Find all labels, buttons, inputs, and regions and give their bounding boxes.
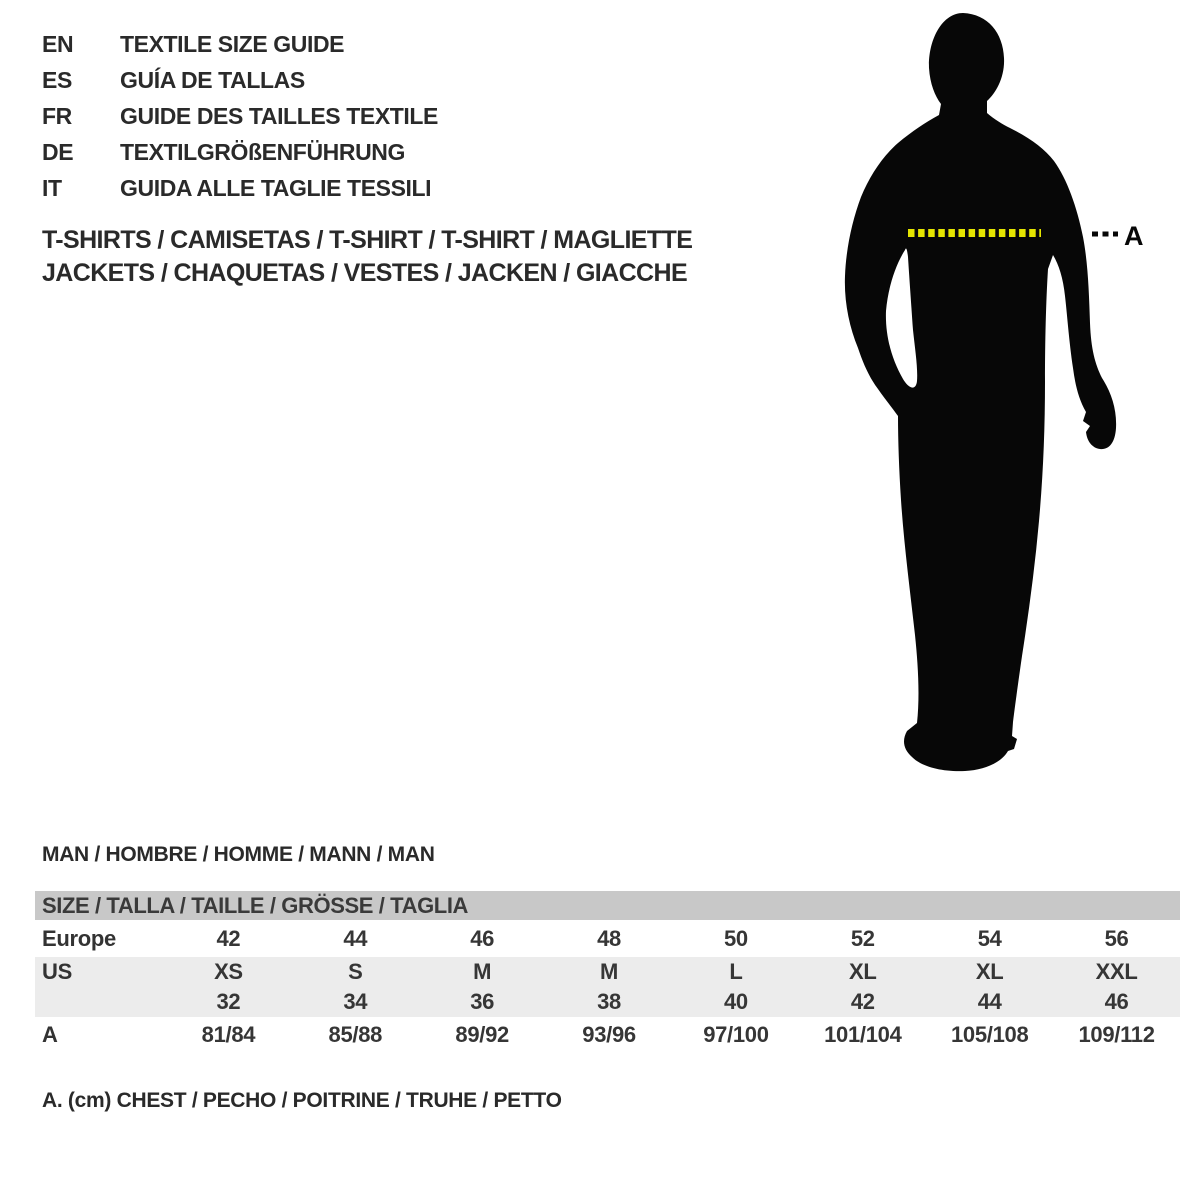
table-cell: 89/92 [455,1021,509,1047]
row-label: US [42,959,72,984]
size-table [35,891,1180,1052]
table-cell: 105/108 [950,1021,1029,1047]
section-title: MAN / HOMBRE / HOMME / MANN / MAN [42,843,435,866]
table-header: SIZE / TALLA / TAILLE / GRÖSSE / TAGLIA [35,891,1180,920]
language-row [42,170,438,206]
table-cell: 42 [216,925,241,951]
table-cell: 44 [977,989,1002,1014]
table-cell: 46 [1104,989,1129,1014]
table-cell: 40 [724,989,748,1014]
language-code: DE [42,139,74,165]
size-guide-figure-svg [780,0,1200,800]
language-label: TEXTILE SIZE GUIDE [120,31,345,57]
table-cell: 50 [724,925,748,951]
table-row-chest [35,1017,1180,1052]
table-cell: 93/96 [582,1021,636,1047]
language-label: GUIDE DES TAILLES TEXTILE [120,103,438,129]
row-label: Europe [42,925,116,951]
table-cell: 101/104 [824,1021,902,1047]
table-cell: 54 [977,925,1002,951]
category-line-tshirts: T-SHIRTS / CAMISETAS / T-SHIRT / T-SHIRT / MAGLIETTE [42,226,693,254]
language-row [42,26,438,62]
row-label: A [42,1021,58,1047]
measurement-footnote: A. (cm) CHEST / PECHO / POITRINE / TRUHE / PETTO [42,1089,562,1112]
language-code: ES [42,67,72,93]
table-cell: 109/112 [1078,1021,1155,1047]
measurement-figure [780,0,1200,800]
language-label: GUIDA ALLE TAGLIE TESSILI [120,175,432,201]
table-row-numeric [35,987,1180,1017]
language-code: FR [42,103,72,129]
table-cell: XL [975,959,1004,984]
table-cell: XL [849,959,877,984]
table-row-us [35,957,1180,987]
measure-label-a: A [1124,221,1144,251]
table-cell: XXL [1095,959,1138,984]
table-cell: M [473,959,492,984]
table-cell: 56 [1104,925,1129,951]
table-cell: 97/100 [703,1021,769,1047]
table-cell: 42 [850,989,875,1014]
category-list [42,224,692,290]
table-cell: 36 [470,989,495,1014]
language-list [42,26,438,206]
table-row-europe [35,920,1180,957]
table-cell: L [729,959,743,984]
language-label: TEXTILGRÖßENFÜHRUNG [120,139,405,165]
table-cell: M [600,959,619,984]
table-cell: 44 [343,925,368,951]
table-cell: 46 [470,925,495,951]
table-cell: XS [214,959,243,984]
language-row [42,62,438,98]
language-code: EN [42,31,74,57]
table-cell: 38 [597,989,621,1014]
table-cell: S [348,959,363,984]
language-code: IT [42,175,62,201]
category-line-jackets: JACKETS / CHAQUETAS / VESTES / JACKEN / GIACCHE [42,259,688,287]
language-row [42,134,438,170]
table-cell: 48 [597,925,621,951]
language-label: GUÍA DE TALLAS [120,67,305,93]
table-cell: 52 [850,925,875,951]
table-cell: 32 [216,989,241,1014]
table-cell: 81/84 [201,1021,256,1047]
man-silhouette [845,13,1116,771]
table-cell: 34 [343,989,368,1014]
table-cell: 85/88 [328,1021,383,1047]
language-row [42,98,438,134]
